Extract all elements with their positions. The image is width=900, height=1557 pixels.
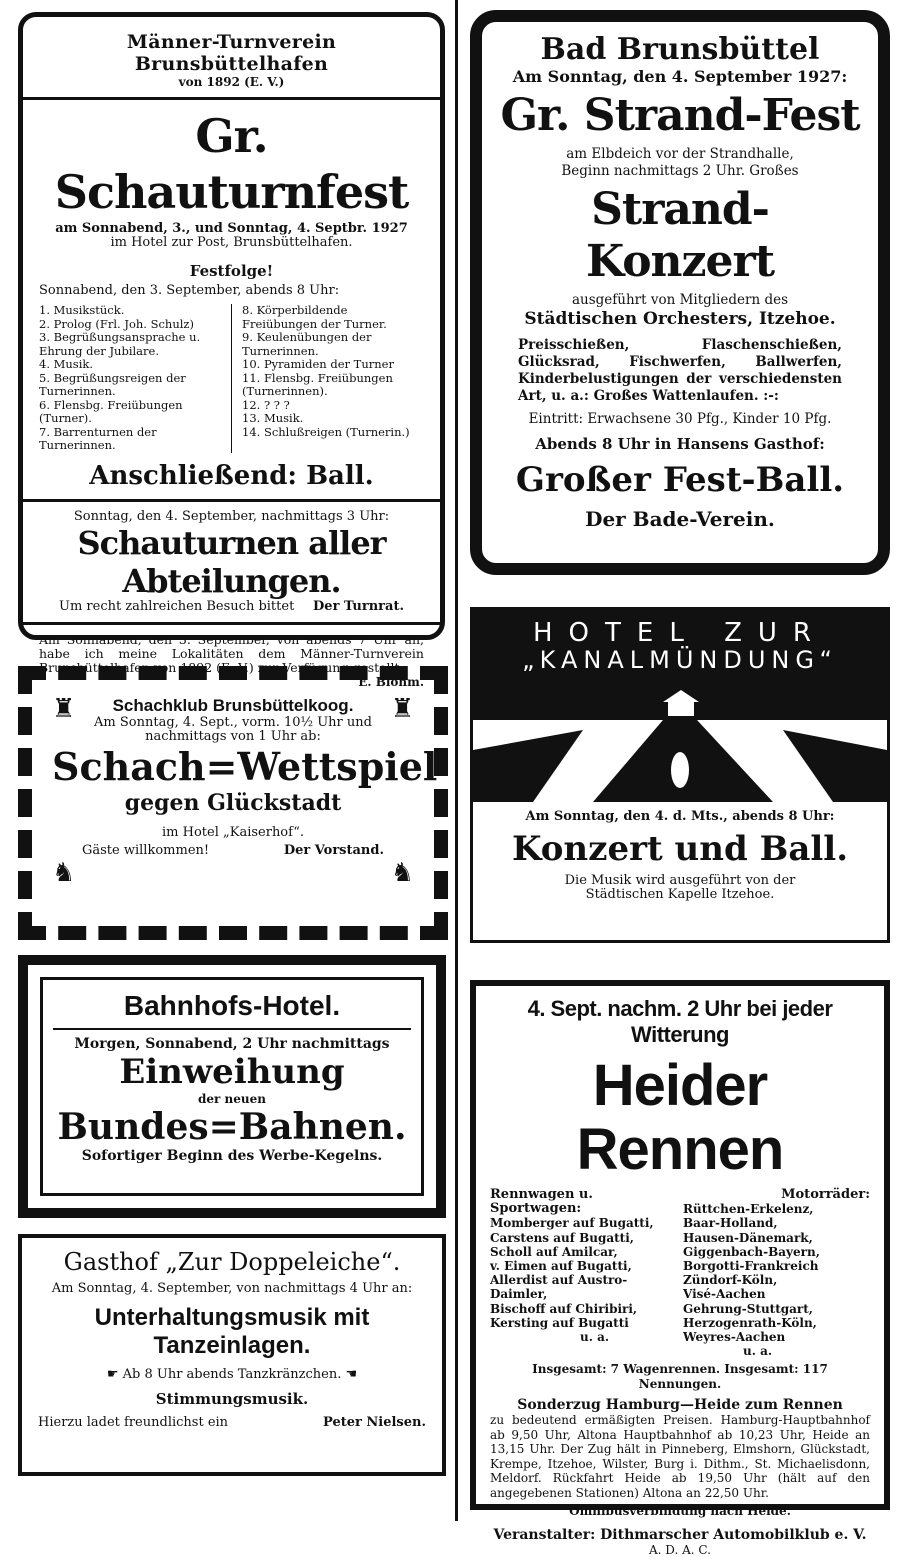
program-item: 2. Prolog (Frl. Joh. Schulz) — [39, 316, 194, 331]
program-item: 6. Flensbg. Freiübungen (Turner). — [39, 397, 183, 425]
program-right — [231, 304, 424, 453]
club-founded: von 1892 (E. V.) — [178, 75, 285, 89]
moto-entry: Giggenbach-Bayern, — [683, 1244, 820, 1259]
car-entry: Momberger auf Bugatti, — [490, 1216, 654, 1231]
moto-entry: Baar-Holland, — [683, 1216, 778, 1231]
moto-entry: u. a. — [743, 1344, 773, 1359]
event-dates: am Sonnabend, 3., und Sonntag, 4. Septbr. 1927 — [55, 221, 408, 236]
moto-entry: Gehrung-Stuttgart, — [683, 1301, 813, 1316]
event-venue: im Hotel zur Post, Brunsbüttelhafen. — [110, 235, 353, 250]
headline-konzert: Strand-Konzert — [585, 184, 775, 287]
ad-heider-rennen — [470, 980, 890, 1557]
entries — [490, 1188, 870, 1358]
ad-signature: Peter Nielsen. — [323, 1415, 426, 1430]
car-entry: Kersting auf Bugatti — [490, 1315, 629, 1330]
orchestra-name: Städtischen Orchesters, Itzehoe. — [524, 309, 836, 329]
ad-schauturnfest — [18, 12, 445, 689]
event-date: Am Sonntag, den 4. September 1927: — [512, 67, 848, 86]
ad-title: Gasthof „Zur Doppeleiche“. — [63, 1248, 401, 1276]
sunday-line: Sonntag, den 4. September, nachmittags 3 Uhr: — [73, 508, 390, 524]
hand-pointer-icon: ☛ — [106, 1367, 123, 1382]
headline: Heider Rennen — [576, 1053, 784, 1182]
invite-text: Hierzu ladet freundlichst ein — [38, 1415, 229, 1430]
invite-line — [39, 600, 424, 614]
ad-title: Schachklub Brunsbüttelkoog. — [112, 696, 354, 715]
evening-line — [38, 1368, 426, 1382]
hotel-banner — [473, 610, 887, 802]
sunday-event: Schauturnen aller Abteilungen. — [77, 523, 386, 600]
location-line: am Elbdeich vor der Strandhalle, — [566, 146, 794, 162]
ad-signature: Der Vorstand. — [283, 843, 384, 858]
program-left — [39, 304, 221, 453]
games-list: Preisschießen, Flaschenschießen, Glücksrad, Fischwerfen, Ballwerfen, Kinderbelustigungen der verschiedensten Art, u. a.: Großes Wattenlaufen. :-: — [518, 337, 842, 404]
adac-line: A. D. A. C. — [649, 1542, 711, 1557]
festball-headline: Großer Fest-Ball. — [515, 460, 845, 500]
program-item: 10. Pyramiden der Turner — [242, 357, 394, 371]
performer-line: ausgeführt von Mitgliedern des — [571, 292, 789, 308]
cars-heading: Rennwagen u. Sportwagen: — [490, 1187, 593, 1217]
venue-line: im Hotel „Kaiserhof“. — [162, 825, 304, 840]
program-item: 3. Begrüßungsansprache u. Ehrung der Jubilare. — [39, 330, 201, 358]
cars-list — [490, 1188, 677, 1358]
connector-line: der neuen — [198, 1092, 266, 1106]
ball-line: Anschließend: Ball. — [89, 460, 374, 491]
divider — [53, 1028, 411, 1030]
invite-signature: Der Turnrat. — [313, 598, 404, 614]
hotel-roof — [663, 690, 699, 702]
moto-entry: Weyres-Aachen — [683, 1330, 786, 1345]
mood-line: Stimmungsmusik. — [155, 1390, 309, 1408]
divider — [23, 499, 440, 502]
headline-strandfest: Gr. Strand-Fest — [500, 90, 860, 141]
notice-text: Am Sonnabend, den 3. September, von abends 7 Uhr an, habe ich meine Lokalitäten dem Männer-Turnverein Brunsbüttelhafen von 1892 (E. V.) zur Verfügung gestellt. — [39, 631, 424, 675]
rook-icon: ♜ — [52, 694, 76, 724]
moto-entry: Borgotti-Frankreich — [683, 1259, 819, 1274]
organizer-line: Veranstalter: Dithmarscher Automobilklub e. V. — [493, 1526, 867, 1543]
hotel-name: „KANALMÜNDUNG“ — [522, 646, 838, 674]
ad-bahnhofs-hotel — [18, 955, 446, 1218]
car-entry: Allerdist auf Austro-Daimler, — [490, 1273, 628, 1302]
moto-entry: Visé-Aachen — [683, 1287, 766, 1302]
event-date: Am Sonntag, den 4. d. Mts., abends 8 Uhr: — [525, 809, 835, 824]
program-item: 5. Begrüßungsreigen der Turnerinnen. — [39, 370, 186, 398]
sub-line: Sofortiger Beginn des Werbe-Kegelns. — [81, 1148, 383, 1164]
event-head: 4. Sept. nachm. 2 Uhr bei jeder Witterung — [527, 996, 833, 1047]
moto-entry: Hausen-Dänemark, — [683, 1230, 813, 1245]
hand-pointer-icon: ☚ — [341, 1367, 358, 1382]
knight-icon: ♞ — [52, 858, 76, 888]
moto-entry: Herzogenrath-Köln, — [683, 1315, 817, 1330]
moto-entry: Rüttchen-Erkelenz, — [683, 1202, 814, 1217]
ad-gasthof-doppeleiche — [18, 1234, 446, 1476]
program-item: 14. Schlußreigen (Turnerin.) — [242, 424, 410, 439]
column-divider — [455, 0, 458, 1521]
festfolge-heading: Festfolge! — [189, 262, 274, 280]
program-item: 8. Körperbildende Freiübungen der Turner. — [242, 303, 387, 331]
ad-strandfest — [470, 10, 890, 575]
evening-line: Abends 8 Uhr in Hansens Gasthof: — [535, 435, 825, 453]
invite-text: Um recht zahlreichen Besuch bittet — [59, 598, 295, 614]
divider — [23, 97, 440, 100]
program-item: 9. Keulenübungen der Turnerinnen. — [242, 330, 372, 358]
car-entry: Bischoff auf Chiribiri, — [490, 1301, 638, 1316]
start-line: Beginn nachmittags 2 Uhr. Großes — [561, 163, 799, 179]
welcome-text: Gäste willkommen! — [82, 843, 210, 858]
moto-list — [683, 1188, 870, 1358]
evening-text: Ab 8 Uhr abends Tanzkränzchen. — [122, 1367, 342, 1382]
welcome-line — [52, 840, 414, 858]
program-item: 1. Musikstück. — [39, 303, 125, 317]
program-item: 12. ? ? ? — [242, 397, 290, 412]
knight-icon: ♞ — [390, 858, 414, 888]
music-line: Die Musik wird ausgeführt von der Städtischen Kapelle Itzehoe. — [564, 873, 796, 902]
headline-bahnen: Bundes=Bahnen. — [57, 1106, 407, 1148]
hotel-building — [668, 700, 694, 716]
opponent-line: gegen Glückstadt — [124, 790, 342, 816]
bus-line: Omnibusverbindung nach Heide. — [569, 1504, 791, 1519]
rook-icon: ♜ — [390, 694, 414, 724]
event-date: Am Sonntag, 4. Sept., vorm. 10½ Uhr und nachmittags von 1 Uhr ab: — [94, 715, 372, 744]
totals-line: Insgesamt: 7 Wagenrennen. Insgesamt: 117 Nennungen. — [532, 1362, 828, 1391]
moto-entry: Zündorf-Köln, — [683, 1273, 778, 1288]
headline: Konzert und Ball. — [511, 829, 849, 869]
entry-prices: Eintritt: Erwachsene 30 Pfg., Kinder 10 Pfg. — [528, 411, 832, 427]
program-item: 7. Barrenturnen der Turnerinnen. — [39, 424, 157, 452]
train-heading: Sonderzug Hamburg—Heide zum Rennen — [517, 1397, 843, 1414]
headline: Schach=Wettspiel — [52, 744, 438, 789]
ship-icon — [671, 752, 689, 788]
when-line: Morgen, Sonnabend, 2 Uhr nachmittags — [74, 1036, 390, 1052]
ad-title: Bahnhofs-Hotel. — [123, 990, 341, 1021]
event-date: Am Sonntag, 4. September, von nachmittags 4 Uhr an: — [51, 1281, 413, 1296]
car-entry: Carstens auf Bugatti, — [490, 1230, 634, 1245]
program-item: 13. Musik. — [242, 411, 304, 425]
moto-heading: Motorräder: — [781, 1187, 870, 1202]
ad-signature: Der Bade-Verein. — [585, 507, 775, 531]
ad-hotel-kanalmuendung — [470, 607, 890, 943]
program-item: 4. Musik. — [39, 357, 94, 371]
train-details: zu bedeutend ermäßigten Preisen. Hamburg-Hauptbahnhof ab 9,50 Uhr, Altona Hauptbahnhof ab 10,23 Uhr, Heide an 13,15 Uhr. Der Zug hält in Pinneberg, Elmshorn, Glückstadt, Krempe, Itzehoe, Wilster, Burg i. Dithm., St. Michaelisdonn, Meldorf. Rückfahrt Heide ab 19,50 Uhr (hält auf den angegebenen Stationen) Altona an 22,50 Uhr. — [490, 1413, 870, 1500]
ad-schachklub — [18, 666, 448, 940]
car-entry: v. Eimen auf Bugatti, — [490, 1259, 632, 1274]
invite-line — [38, 1416, 426, 1430]
ad-title: Gr. Schauturnfest — [54, 109, 409, 219]
ad-title: Bad Brunsbüttel — [540, 32, 820, 67]
canal-illustration — [473, 610, 887, 802]
notice-signature: E. Blohm. — [358, 674, 424, 689]
saturday-line: Sonnabend, den 3. September, abends 8 Uhr: — [39, 283, 340, 298]
program-item: 11. Flensbg. Freiübungen (Turnerinnen). — [242, 370, 393, 398]
divider — [23, 622, 440, 625]
headline-einweihung: Einweihung — [119, 1052, 345, 1092]
car-entry: u. a. — [580, 1330, 610, 1345]
car-entry: Scholl auf Amilcar, — [490, 1244, 618, 1259]
hotel-label: HOTEL ZUR — [533, 618, 827, 648]
club-name: Männer-Turnverein Brunsbüttelhafen — [126, 31, 337, 75]
headline: Unterhaltungsmusik mit Tanzeinlagen. — [94, 1304, 370, 1359]
program-list — [39, 304, 424, 453]
